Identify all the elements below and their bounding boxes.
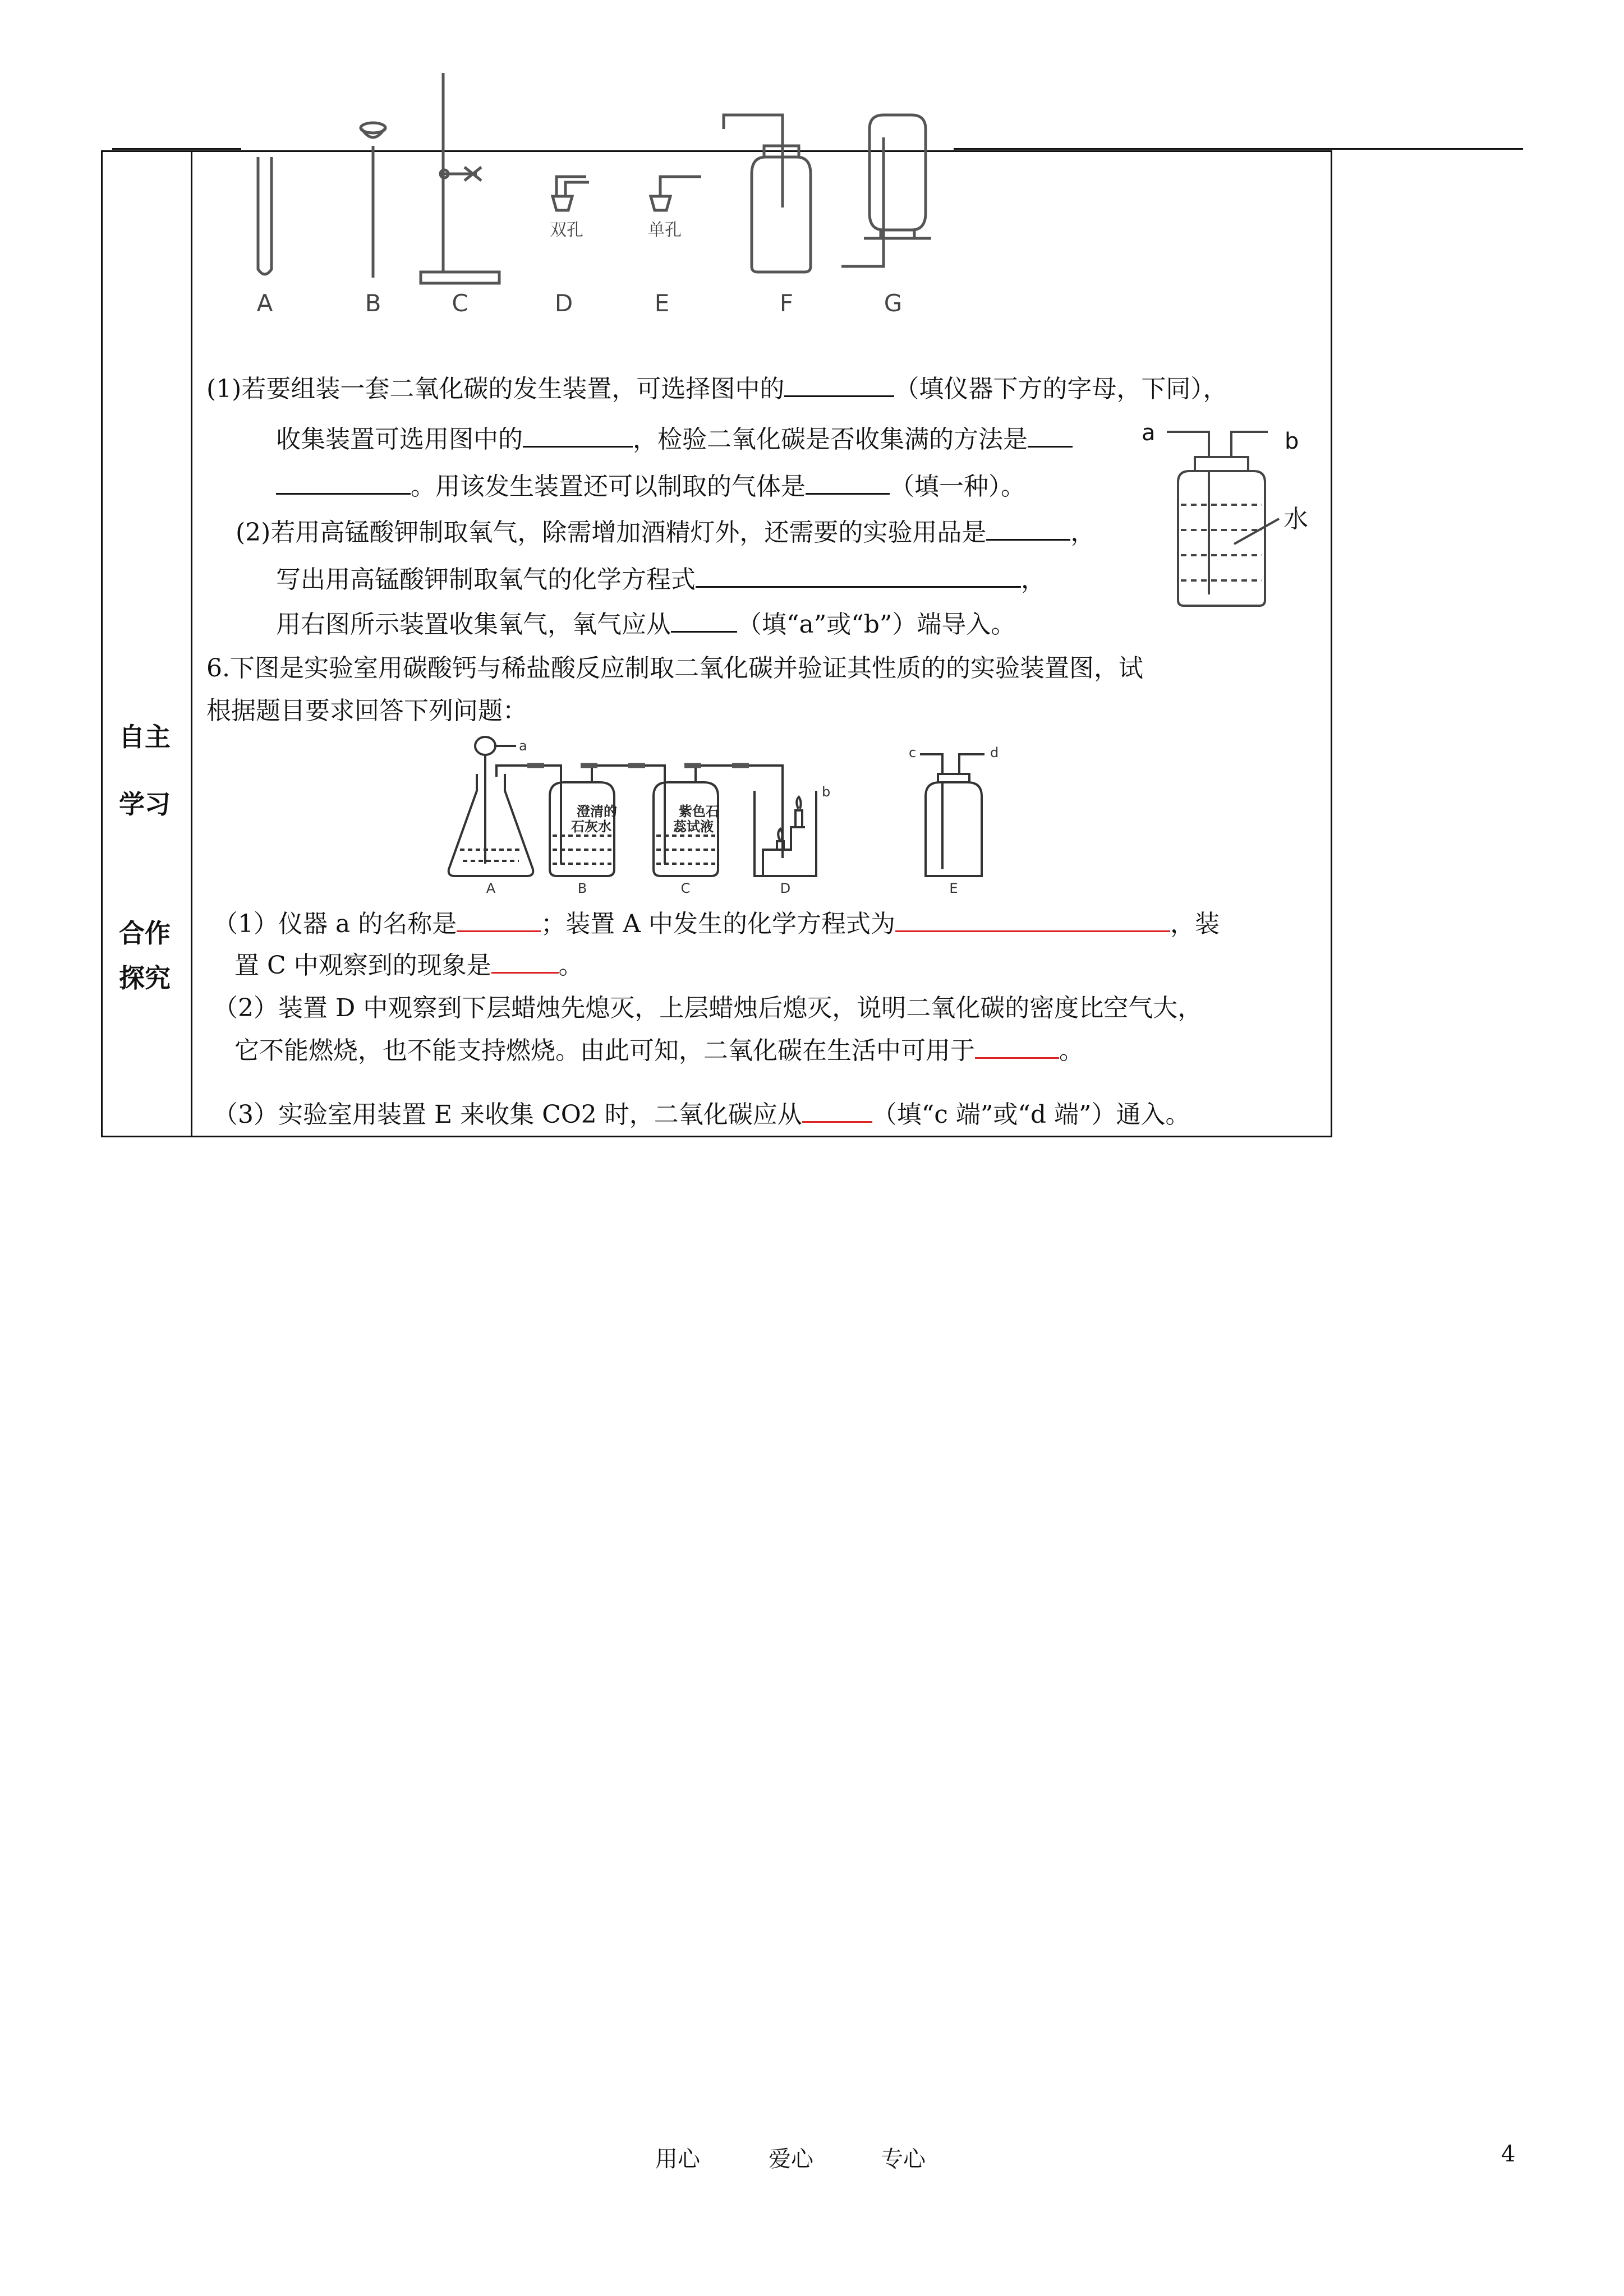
- header-rule-right: [954, 148, 1523, 150]
- bottle-label-a: a: [1142, 420, 1156, 446]
- litmus-label-2: 蕊试液: [673, 819, 714, 835]
- test-tube-drawing: [258, 157, 272, 274]
- answer-blank[interactable]: [671, 631, 737, 633]
- answer-blank[interactable]: [895, 930, 1170, 932]
- beaker-d-drawing: [755, 791, 816, 876]
- q6-s2-line-2: 它不能燃烧，也不能支持燃烧。由此可知，二氧化碳在生活中可用于 。: [234, 1036, 1084, 1065]
- limewater-label-1: 澄清的: [577, 804, 617, 819]
- q6-intro-line-1: 6.下图是实验室用碳酸钙与稀盐酸反应制取二氧化碳并验证其性质的的实验装置图，试: [206, 654, 1143, 683]
- header-rule-left: [112, 148, 241, 150]
- double-stopper-drawing: [553, 177, 589, 210]
- sidebar-label-3: 合作: [119, 918, 171, 948]
- answer-blank[interactable]: [491, 972, 559, 974]
- q5-line-1: (1)若要组装一套二氧化碳的发生装置，可选择图中的 （填仪器下方的字母，下同），: [206, 375, 1228, 403]
- bottle-label-b: b: [1285, 428, 1299, 454]
- answer-blank[interactable]: [784, 395, 894, 397]
- answer-blank[interactable]: [806, 493, 890, 495]
- apparatus-figure: [236, 67, 965, 325]
- table-column-divider: [191, 150, 192, 1137]
- fig-label-a: a: [519, 738, 527, 754]
- sidebar-label-2: 学习: [119, 789, 171, 819]
- footer-word-1: 用心: [655, 2146, 700, 2172]
- answer-blank[interactable]: [975, 1057, 1059, 1059]
- stopper-single-label: 单孔: [648, 220, 682, 240]
- iron-stand-drawing: [421, 73, 499, 283]
- q5-line-5: 写出用高锰酸钾制取氧气的化学方程式 ，: [276, 565, 1046, 594]
- co2-apparatus-figure: [443, 729, 1088, 903]
- fig-label-D: D: [780, 880, 791, 896]
- q5-line-6: 用右图所示装置收集氧气，氧气应从 （填“a”或“b”）端导入。: [276, 610, 1016, 639]
- q6-s3-line: （3）实验室用装置 E 来收集 CO2 时，二氧化碳应从 （填“c 端”或“d 端”）通入。: [213, 1100, 1190, 1129]
- q5-line-3: 。用该发生装置还可以制取的气体是 （填一种）。: [276, 474, 1025, 499]
- fig-label-c: c: [909, 745, 917, 760]
- q5-line-4: (2)若用高锰酸钾制取氧气，除需增加酒精灯外，还需要的实验用品是 ，: [236, 518, 1096, 547]
- footer-word-2: 爱心: [769, 2146, 813, 2172]
- footer-word-3: 专心: [881, 2146, 926, 2172]
- fig-label-B: B: [577, 880, 587, 896]
- gas-bottle-figure: [1133, 415, 1324, 611]
- q5-line-2: 收集装置可选用图中的 ，检验二氧化碳是否收集满的方法是: [276, 427, 1073, 452]
- apparatus-label-g: G: [884, 289, 903, 317]
- single-stopper-drawing: [651, 177, 701, 210]
- q6-intro-line-2: 根据题目要求回答下列问题：: [206, 697, 527, 725]
- fig-label-E: E: [949, 880, 958, 896]
- answer-blank[interactable]: [986, 539, 1070, 541]
- q6-s1-line-1: （1）仪器 a 的名称是 ；装置 A 中发生的化学方程式为 ，装: [213, 910, 1220, 938]
- apparatus-label-d: D: [554, 289, 573, 317]
- apparatus-label-c: C: [452, 289, 468, 317]
- answer-blank[interactable]: [276, 493, 411, 495]
- apparatus-label-f: F: [779, 289, 794, 317]
- fig-label-b: b: [822, 784, 831, 800]
- answer-blank[interactable]: [523, 446, 633, 448]
- fig-label-C: C: [680, 880, 691, 896]
- answer-blank[interactable]: [1028, 446, 1073, 448]
- q6-s2-line-1: （2）装置 D 中观察到下层蜡烛先熄灭，上层蜡烛后熄灭，说明二氧化碳的密度比空气大，: [213, 994, 1203, 1022]
- apparatus-label-a: A: [256, 289, 273, 317]
- apparatus-label-b: B: [365, 289, 381, 317]
- bottle-f-drawing: [724, 115, 811, 272]
- q6-s1-line-2: 置 C 中观察到的现象是 。: [234, 951, 583, 980]
- sidebar-label-1: 自主: [119, 722, 171, 752]
- stopper-double-label: 双孔: [550, 220, 583, 240]
- litmus-label-1: 紫色石: [679, 804, 719, 819]
- bottle-g-drawing: [841, 115, 931, 266]
- page-number: 4: [1501, 2141, 1516, 2167]
- answer-blank[interactable]: [802, 1121, 872, 1123]
- bottle-label-water: 水: [1283, 505, 1308, 533]
- sidebar-label-4: 探究: [119, 963, 171, 993]
- funnel-drawing: [362, 129, 384, 278]
- limewater-label-2: 石灰水: [571, 819, 611, 835]
- apparatus-label-e: E: [654, 289, 670, 317]
- answer-blank[interactable]: [457, 930, 541, 932]
- fig-label-A: A: [486, 880, 496, 896]
- fig-label-d: d: [990, 745, 999, 760]
- bottle-e-drawing: [920, 754, 984, 876]
- answer-blank[interactable]: [696, 586, 1021, 588]
